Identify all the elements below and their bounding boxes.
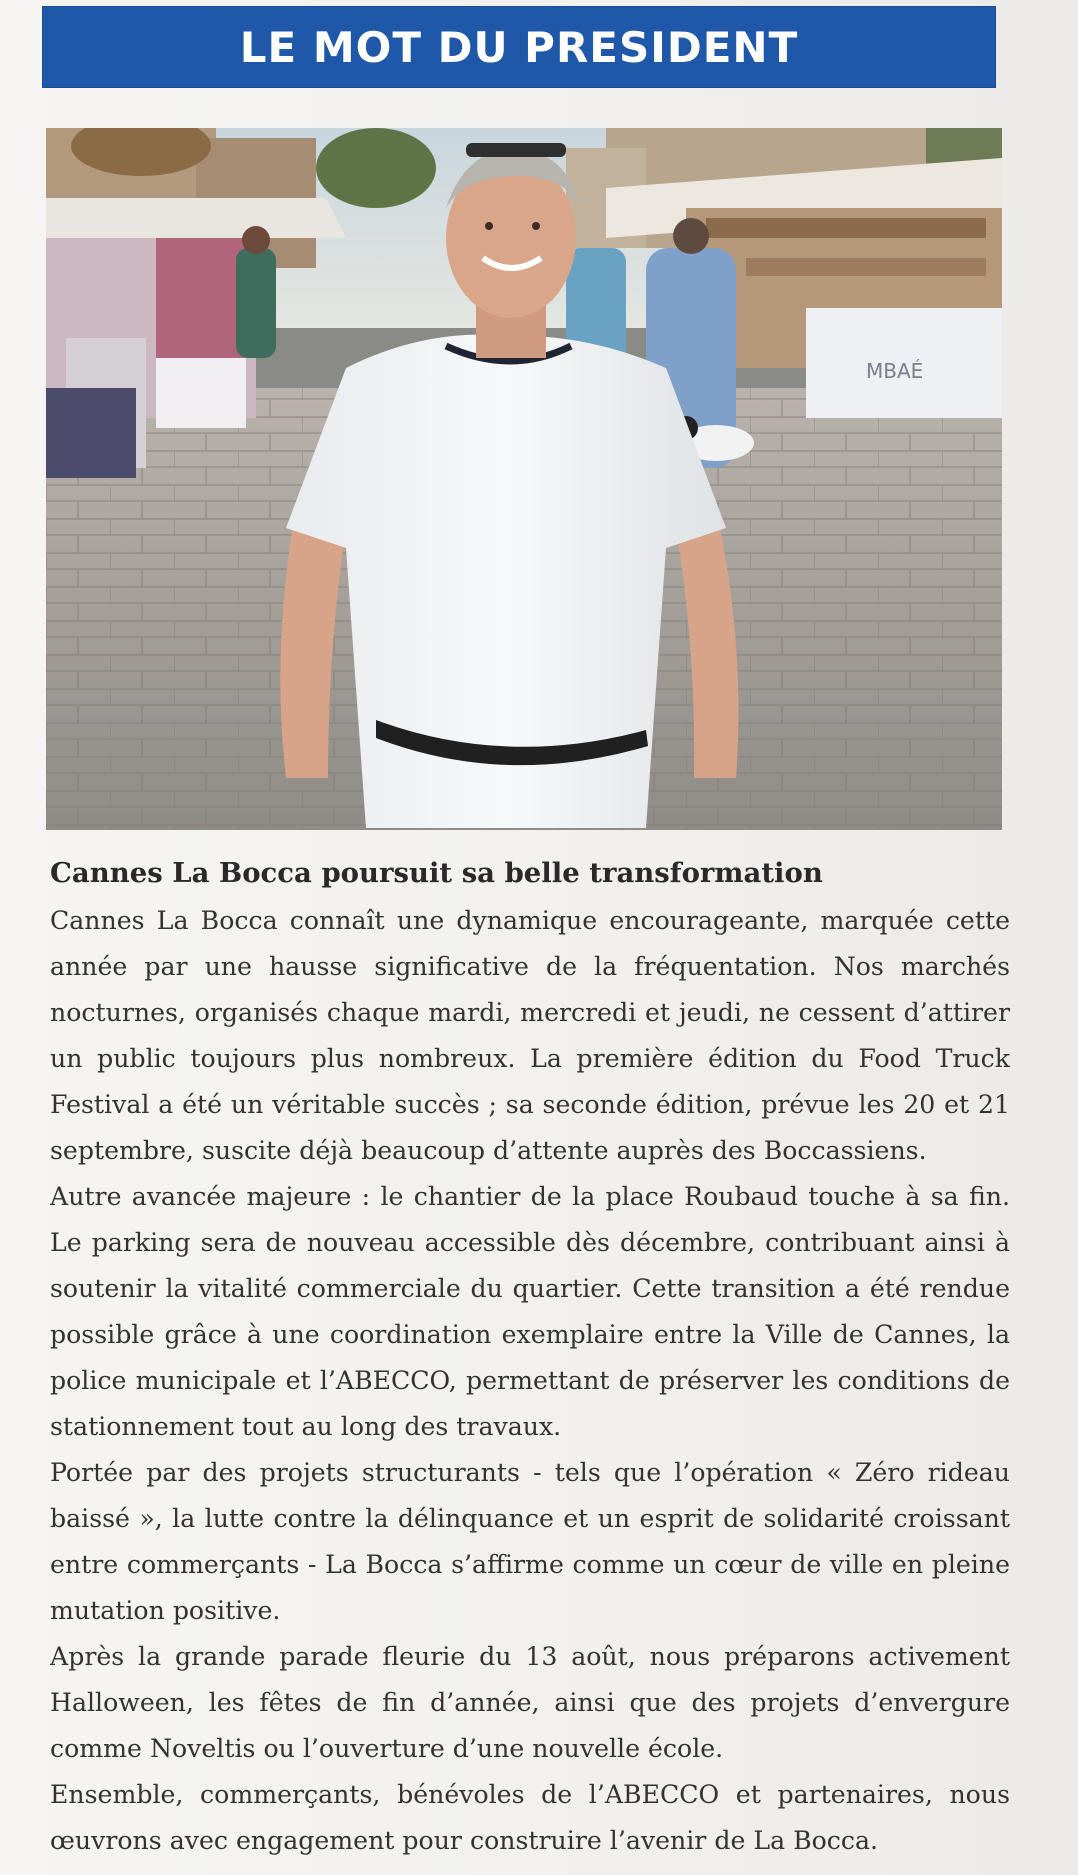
paragraph: Ensemble, commerçants, bénévoles de l’ABECCO et partenaires, nous œuvrons avec engagement pour construire l’avenir de La Bocca. xyxy=(50,1780,1010,1855)
banner-title: LE MOT DU PRESIDENT xyxy=(239,22,799,72)
article xyxy=(50,854,1010,1864)
paragraph: Cannes La Bocca connaît une dynamique encourageante, marquée cette année par une hausse significative de la fréquentation. Nos marchés nocturnes, organisés chaque mardi, mercredi et jeudi, ne cessent d’attirer un public toujours plus nombreux. La première édition du Food Truck Festival a été un véritable succès ; sa seconde édition, prévue les 20 et 21 septembre, suscite déjà beaucoup d’attente auprès des Boccassiens. xyxy=(50,906,1010,1165)
paragraph: Autre avancée majeure : le chantier de la place Roubaud touche à sa fin. Le parking sera de nouveau accessible dès décembre, contribuant ainsi à soutenir la vitalité commerciale du quartier. Cette transition a été rendue possible grâce à une coordination exemplaire entre la Ville de Cannes, la police municipale et l’ABECCO, permettant de préserver les conditions de stationnement tout au long des travaux. xyxy=(50,1182,1010,1441)
president-photo xyxy=(46,128,1002,830)
paragraph: Après la grande parade fleurie du 13 août, nous préparons activement Halloween, les fêtes de fin d’année, ainsi que des projets d’envergure comme Noveltis ou l’ouverture d’une nouvelle école. xyxy=(50,1642,1010,1763)
section-banner xyxy=(42,6,996,88)
paragraph: Portée par des projets structurants - tels que l’opération « Zéro rideau baissé », la lutte contre la délinquance et un esprit de solidarité croissant entre commerçants - La Bocca s’affirme comme un cœur de ville en pleine mutation positive. xyxy=(50,1458,1010,1625)
article-headline: Cannes La Bocca poursuit sa belle transformation xyxy=(50,857,823,889)
stall-sign: MBAÉ xyxy=(866,359,924,383)
